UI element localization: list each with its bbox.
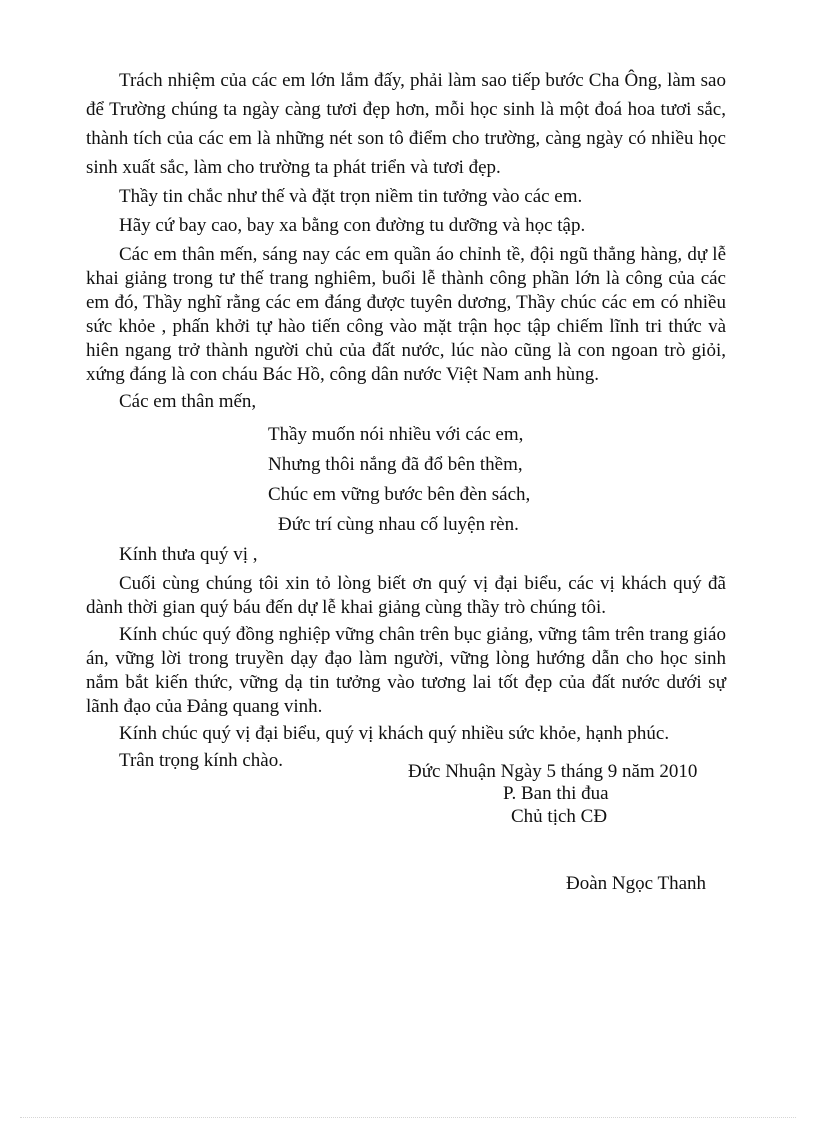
- paragraph-belief: Thầy tin chắc như thế và đặt trọn niềm tin tưởng vào các em.: [119, 186, 583, 207]
- paragraph-thanks: Cuối cùng chúng tôi xin tỏ lòng biết ơn quý vị đại biểu, các vị khách quý đã dành thời gian quý báu đến dự lễ khai giảng cùng thầy trò chúng tôi.: [86, 573, 726, 618]
- paragraph-farewell: Trân trọng kính chào.: [119, 750, 283, 771]
- signature-title-chairman: Chủ tịch CĐ: [511, 806, 608, 827]
- poem-line-4: Đức trí cùng nhau cố luyện rèn.: [278, 514, 519, 535]
- poem-line-2: Nhưng thôi nắng đã đổ bên thềm,: [268, 454, 523, 475]
- signature-title-committee: P. Ban thi đua: [503, 783, 609, 804]
- poem-line-1: Thầy muốn nói nhiều với các em,: [268, 424, 524, 445]
- document-body: [86, 66, 726, 773]
- signature-date-line: Đức Nhuận Ngày 5 tháng 9 năm 2010: [408, 761, 698, 782]
- paragraph-dear-students-short: Các em thân mến,: [119, 391, 257, 412]
- signature-name: Đoàn Ngọc Thanh: [566, 873, 707, 894]
- page-bottom-divider: [20, 1117, 796, 1118]
- paragraph-responsibility: Trách nhiệm của các em lớn lắm đấy, phải làm sao tiếp bước Cha Ông, làm sao để Trường chúng ta ngày càng tươi đẹp hơn, mỗi học sinh là một đoá hoa tươi sắc, thành tích của các em là những nét son tô điểm cho trường, càng ngày có nhiều học sinh xuất sắc, làm cho trường ta phát triển và tươi đẹp.: [86, 70, 726, 178]
- paragraph-wishes-guests: Kính chúc quý vị đại biểu, quý vị khách quý nhiều sức khỏe, hạnh phúc.: [119, 723, 670, 744]
- poem-line-3: Chúc em vững bước bên đèn sách,: [268, 484, 531, 505]
- paragraph-dear-students: Các em thân mến, sáng nay các em quần áo chỉnh tề, đội ngũ thẳng hàng, dự lễ khai giảng trong tư thế trang nghiêm, buổi lễ thành công phần lớn là công của các em đó, Thầy nghĩ rằng các em đáng được tuyên dương, Thầy chúc các em có nhiều sức khỏe , phấn khởi tự hào tiến công vào mặt trận học tập chiếm lĩnh tri thức và hiên ngang trở thành người chủ của đất nước, lúc nào cũng là con ngoan trò giỏi, xứng đáng là con cháu Bác Hồ, công dân nước Việt Nam anh hùng.: [86, 244, 726, 385]
- paragraph-greeting: Kính thưa quý vị ,: [119, 544, 258, 565]
- poem: [86, 420, 726, 540]
- paragraph-wishes-colleagues: Kính chúc quý đồng nghiệp vững chân trên bục giảng, vững tâm trên trang giáo án, vững lời trong truyền dạy đạo làm người, vững lòng hướng dẫn cho học sinh nắm bắt kiến thức, vững dạ tin tưởng vào tương lai tốt đẹp của đất nước dưới sự lãnh đạo của Đảng quang vinh.: [86, 624, 726, 717]
- paragraph-fly-high: Hãy cứ bay cao, bay xa bằng con đường tu dưỡng và học tập.: [119, 215, 586, 236]
